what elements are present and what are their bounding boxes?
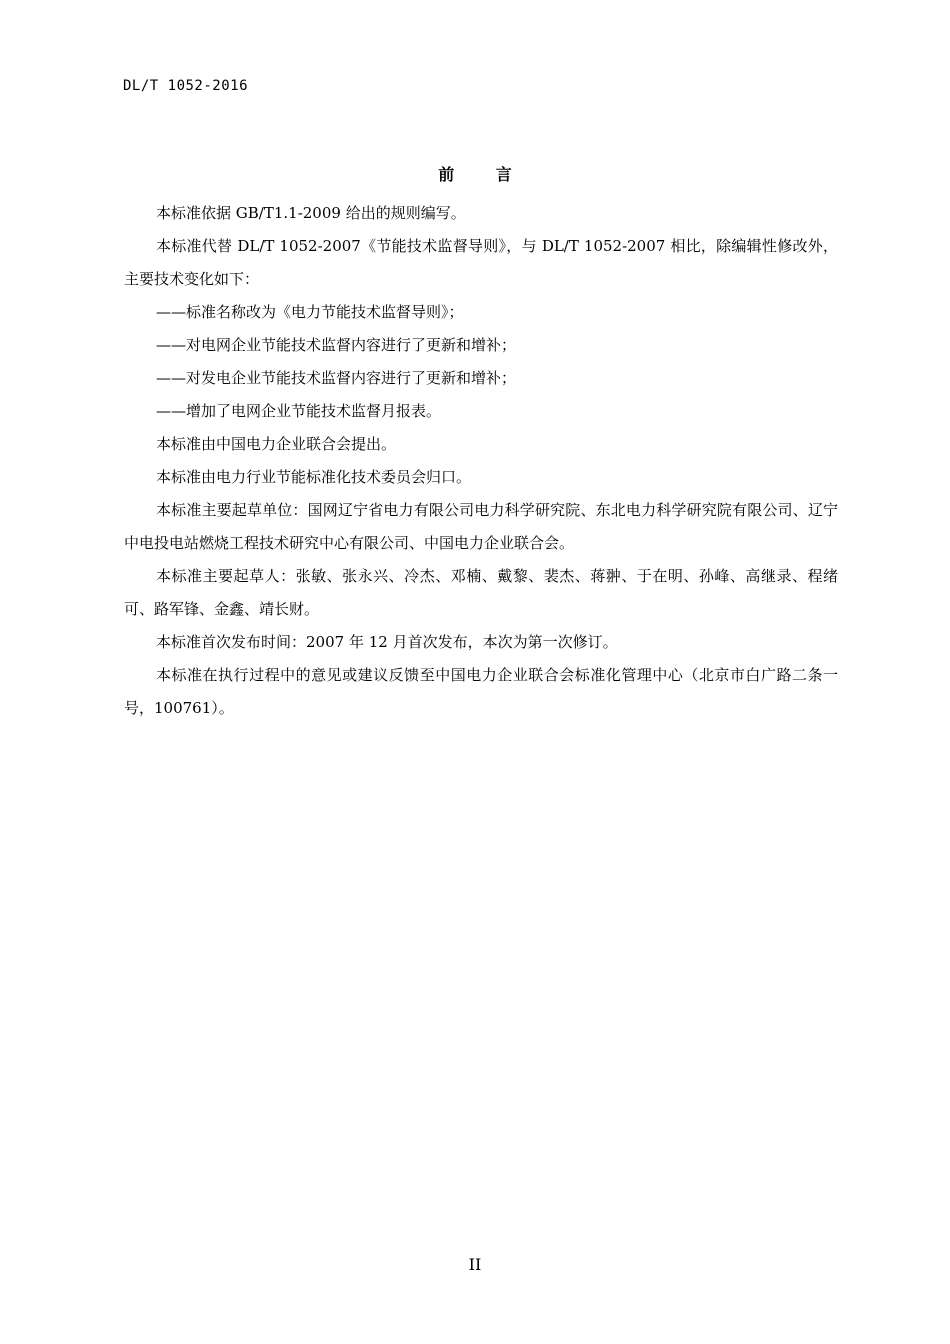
paragraph-drafting-units: 本标准主要起草单位：国网辽宁省电力有限公司电力科学研究院、东北电力科学研究院有限公司、辽宁中电投电站燃烧工程技术研究中心有限公司、中国电力企业联合会。 [124,501,838,552]
document-header-code: DL/T 1052-2016 [123,78,249,94]
paragraph-first-issue: 本标准首次发布时间：2007 年 12 月首次发布，本次为第一次修订。 [156,633,618,651]
foreword-content [124,197,838,725]
paragraph-feedback: 本标准在执行过程中的意见或建议反馈至中国电力企业联合会标准化管理中心（北京市白广路二条一号，100761）。 [124,666,838,717]
paragraph-proposer: 本标准由中国电力企业联合会提出。 [156,435,397,453]
list-item-change-3: ——对发电企业节能技术监督内容进行了更新和增补； [156,369,517,387]
page-title: 前 言 [438,165,530,184]
paragraph-basis: 本标准依据 GB/T1.1-2009 给出的规则编写。 [156,204,466,222]
list-item-change-1: ——标准名称改为《电力节能技术监督导则》； [156,303,464,321]
paragraph-replaces: 本标准代替 DL/T 1052-2007《节能技术监督导则》，与 DL/T 1052-2007 相比，除编辑性修改外，主要技术变化如下： [124,237,838,288]
page-number: II [468,1255,482,1274]
paragraph-drafters: 本标准主要起草人：张敏、张永兴、冷杰、邓楠、戴黎、裴杰、蒋翀、于在明、孙峰、高继录、程绪可、路军锋、金鑫、靖长财。 [124,567,838,618]
paragraph-technical-committee: 本标准由电力行业节能标准化技术委员会归口。 [156,468,472,486]
list-item-change-2: ——对电网企业节能技术监督内容进行了更新和增补； [156,336,517,354]
list-item-change-4: ——增加了电网企业节能技术监督月报表。 [156,402,442,420]
